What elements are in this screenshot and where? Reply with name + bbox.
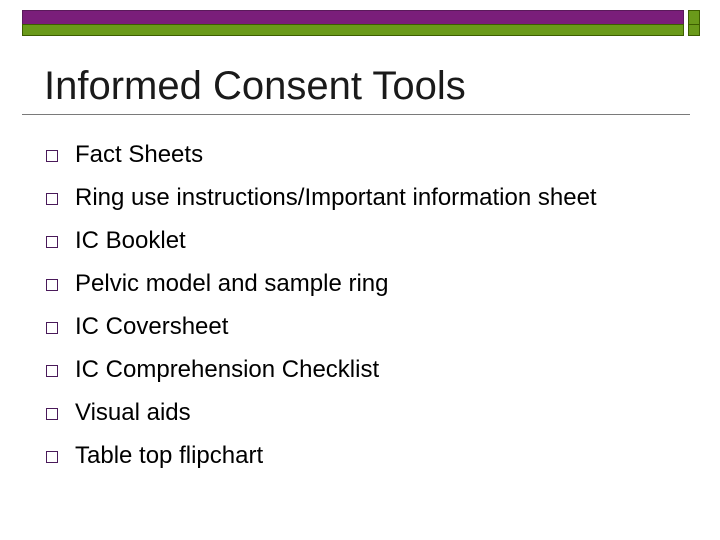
list-item: [44, 310, 664, 344]
bullet-text: IC Booklet: [75, 227, 186, 254]
hollow-square-icon: [46, 322, 58, 334]
hollow-square-icon: [46, 150, 58, 162]
hollow-square-icon: [46, 451, 58, 463]
list-item: [44, 267, 664, 301]
bullet-text: IC Comprehension Checklist: [75, 356, 380, 383]
title-divider: [22, 114, 690, 115]
bullet-text: Visual aids: [75, 399, 191, 426]
hollow-square-icon: [46, 408, 58, 420]
hollow-square-icon: [46, 236, 58, 248]
header-square-green: [688, 24, 700, 36]
list-item: [44, 353, 664, 387]
hollow-square-icon: [46, 365, 58, 377]
list-item: [44, 396, 664, 430]
hollow-square-icon: [46, 279, 58, 291]
bullet-text: Table top flipchart: [75, 442, 264, 469]
bullet-list: [44, 138, 664, 482]
bullet-text: Fact Sheets: [75, 141, 204, 168]
header-square-purple: [688, 10, 700, 24]
bullet-text: Ring use instructions/Important information sheet: [75, 184, 597, 211]
slide-title: Informed Consent Tools: [44, 64, 466, 108]
bullet-text: Pelvic model and sample ring: [75, 270, 389, 297]
list-item: [44, 181, 664, 215]
header-bar-purple: [22, 10, 684, 24]
list-item: [44, 138, 664, 172]
list-item: [44, 224, 664, 258]
hollow-square-icon: [46, 193, 58, 205]
header-bar-green: [22, 24, 684, 36]
list-item: [44, 439, 664, 473]
bullet-text: IC Coversheet: [75, 313, 229, 340]
